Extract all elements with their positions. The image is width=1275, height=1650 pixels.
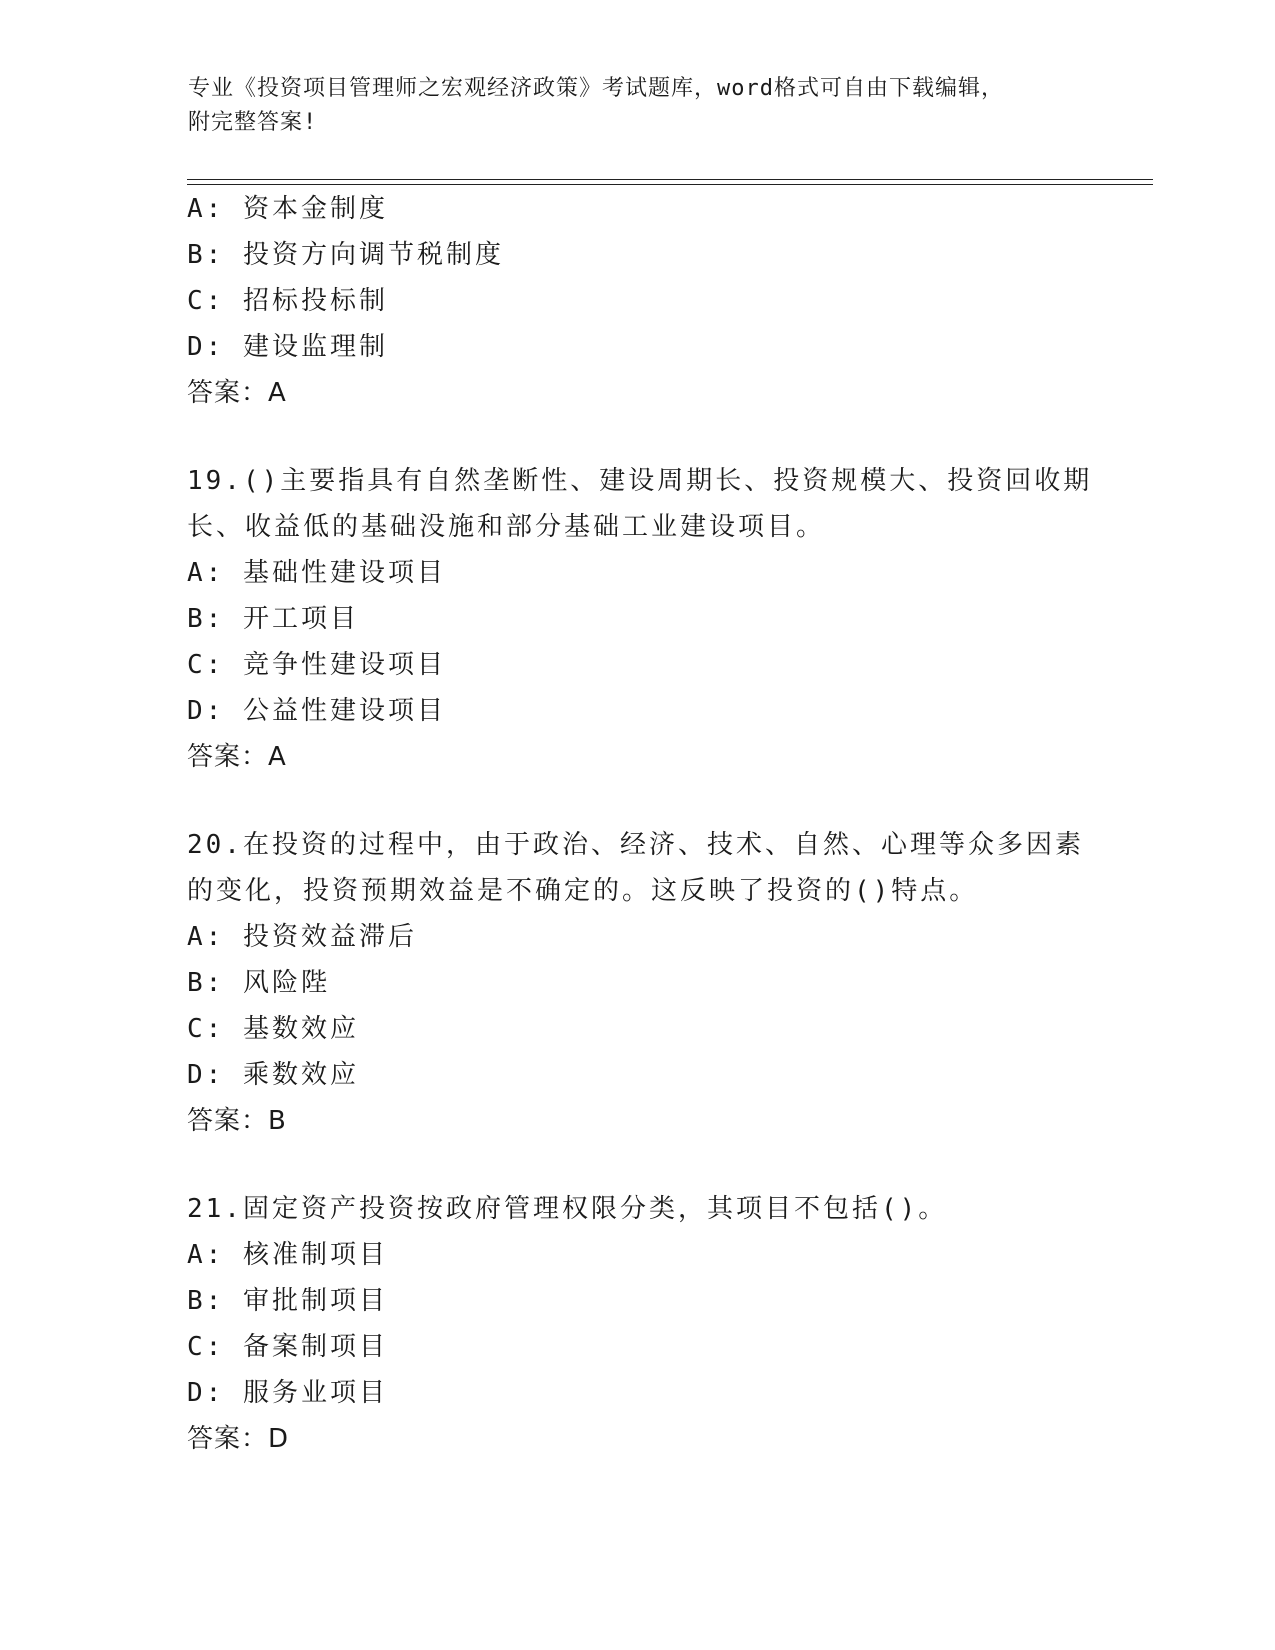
header-divider-top [187, 179, 1153, 180]
option-b: B: 开工项目 [187, 604, 359, 634]
question-block-21 [187, 1186, 1087, 1462]
question-block-18 [187, 186, 1087, 416]
answer: 答案：A [187, 742, 287, 772]
question-block-19 [187, 458, 1093, 780]
option-a: A: 核准制项目 [187, 1240, 388, 1270]
option-a: A: 资本金制度 [187, 194, 388, 224]
option-b: B: 投资方向调节税制度 [187, 240, 504, 270]
header-line-2: 附完整答案! [188, 110, 318, 135]
header-divider-bottom [187, 184, 1153, 185]
option-b: B: 风险陛 [187, 968, 330, 998]
option-c: C: 竞争性建设项目 [187, 650, 446, 680]
header-line-1: 专业《投资项目管理师之宏观经济政策》考试题库，word格式可自由下载编辑， [188, 76, 1004, 101]
option-c: C: 基数效应 [187, 1014, 359, 1044]
answer: 答案：A [187, 378, 287, 408]
option-c: C: 招标投标制 [187, 286, 388, 316]
option-d: D: 建设监理制 [187, 332, 388, 362]
option-a: A: 基础性建设项目 [187, 558, 446, 588]
question-list [187, 186, 1093, 1462]
answer: 答案：D [187, 1424, 290, 1454]
option-b: B: 审批制项目 [187, 1286, 388, 1316]
option-a: A: 投资效益滞后 [187, 922, 417, 952]
option-c: C: 备案制项目 [187, 1332, 388, 1362]
question-text-line-1: 21.固定资产投资按政府管理权限分类，其项目不包括()。 [187, 1194, 948, 1224]
question-text-line-2: 长、收益低的基础没施和部分基础工业建设项目。 [187, 512, 826, 542]
question-text-line-1: 20.在投资的过程中，由于政治、经济、技术、自然、心理等众多因素 [187, 830, 1084, 860]
question-text-line-1: 19.()主要指具有自然垄断性、建设周期长、投资规模大、投资回收期 [187, 466, 1093, 496]
document-header [188, 72, 1088, 140]
option-d: D: 服务业项目 [187, 1378, 388, 1408]
question-block-20 [187, 822, 1087, 1144]
question-text-line-2: 的变化，投资预期效益是不确定的。这反映了投资的()特点。 [187, 876, 979, 906]
answer: 答案：B [187, 1106, 287, 1136]
option-d: D: 乘数效应 [187, 1060, 359, 1090]
option-d: D: 公益性建设项目 [187, 696, 446, 726]
